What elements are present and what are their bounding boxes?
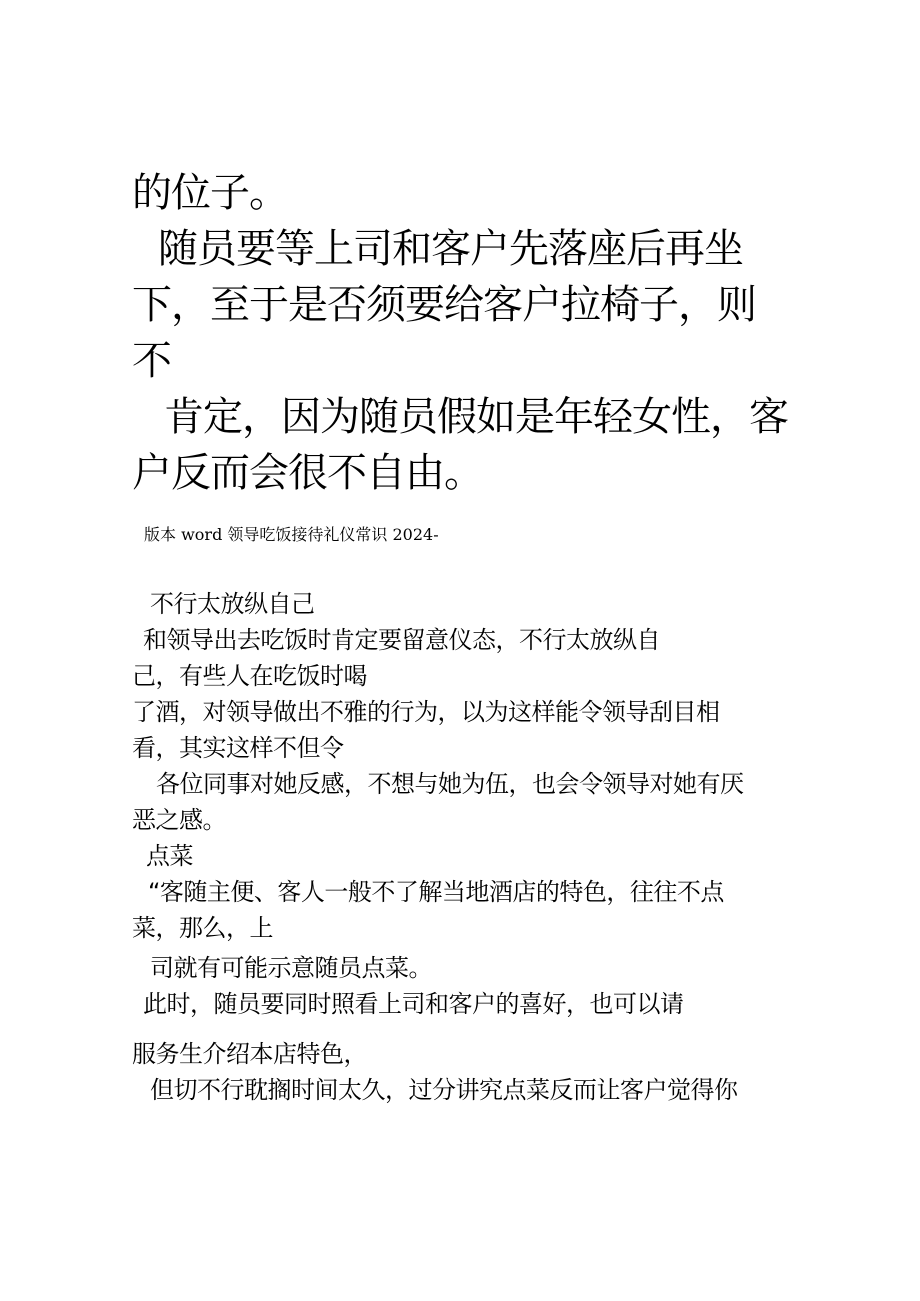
paragraph-line: 下，至于是否须要给客户拉椅子，则 (132, 282, 756, 328)
paragraph-line: 了酒，对领导做出不雅的行为，以为这样能令领导刮目相 (132, 698, 720, 726)
paragraph-line: 司就有可能示意随员点菜。 (150, 954, 432, 982)
paragraph-line: 服务生介绍本店特色， (132, 1040, 367, 1068)
paragraph-line: 的位子。 (132, 170, 288, 216)
section-heading: 点菜 (146, 842, 193, 870)
paragraph-line: 恶之感。 (132, 806, 226, 834)
section-heading: 不行太放纵自己 (150, 590, 315, 618)
paragraph-line: 户反而会很不自由。 (132, 450, 483, 496)
paragraph-line: 菜，那么，上 (132, 914, 273, 942)
paragraph-line: 但切不行耽搁时间太久，过分讲究点菜反而让客户觉得你 (150, 1076, 738, 1104)
paragraph-line: 不 (132, 338, 171, 384)
paragraph-line: 随员要等上司和客户先落座后再坐 (158, 226, 743, 272)
paragraph-line: “客随主便、客人一般不了解当地酒店的特色，往往不点 (148, 878, 724, 906)
paragraph-line: 己，有些人在吃饭时喝 (132, 662, 367, 690)
paragraph-line: 此时，随员要同时照看上司和客户的喜好，也可以请 (143, 990, 684, 1018)
paragraph-line: 肯定，因为随员假如是年轻女性，客 (164, 394, 788, 440)
document-header: 版本 word 领导吃饭接待礼仪常识 2024- (144, 525, 439, 544)
paragraph-line: 各位同事对她反感，不想与她为伍，也会令领导对她有厌 (156, 770, 744, 798)
paragraph-line: 和领导出去吃饭时肯定要留意仪态，不行太放纵自 (143, 626, 660, 654)
paragraph-line: 看，其实这样不但令 (132, 734, 344, 762)
